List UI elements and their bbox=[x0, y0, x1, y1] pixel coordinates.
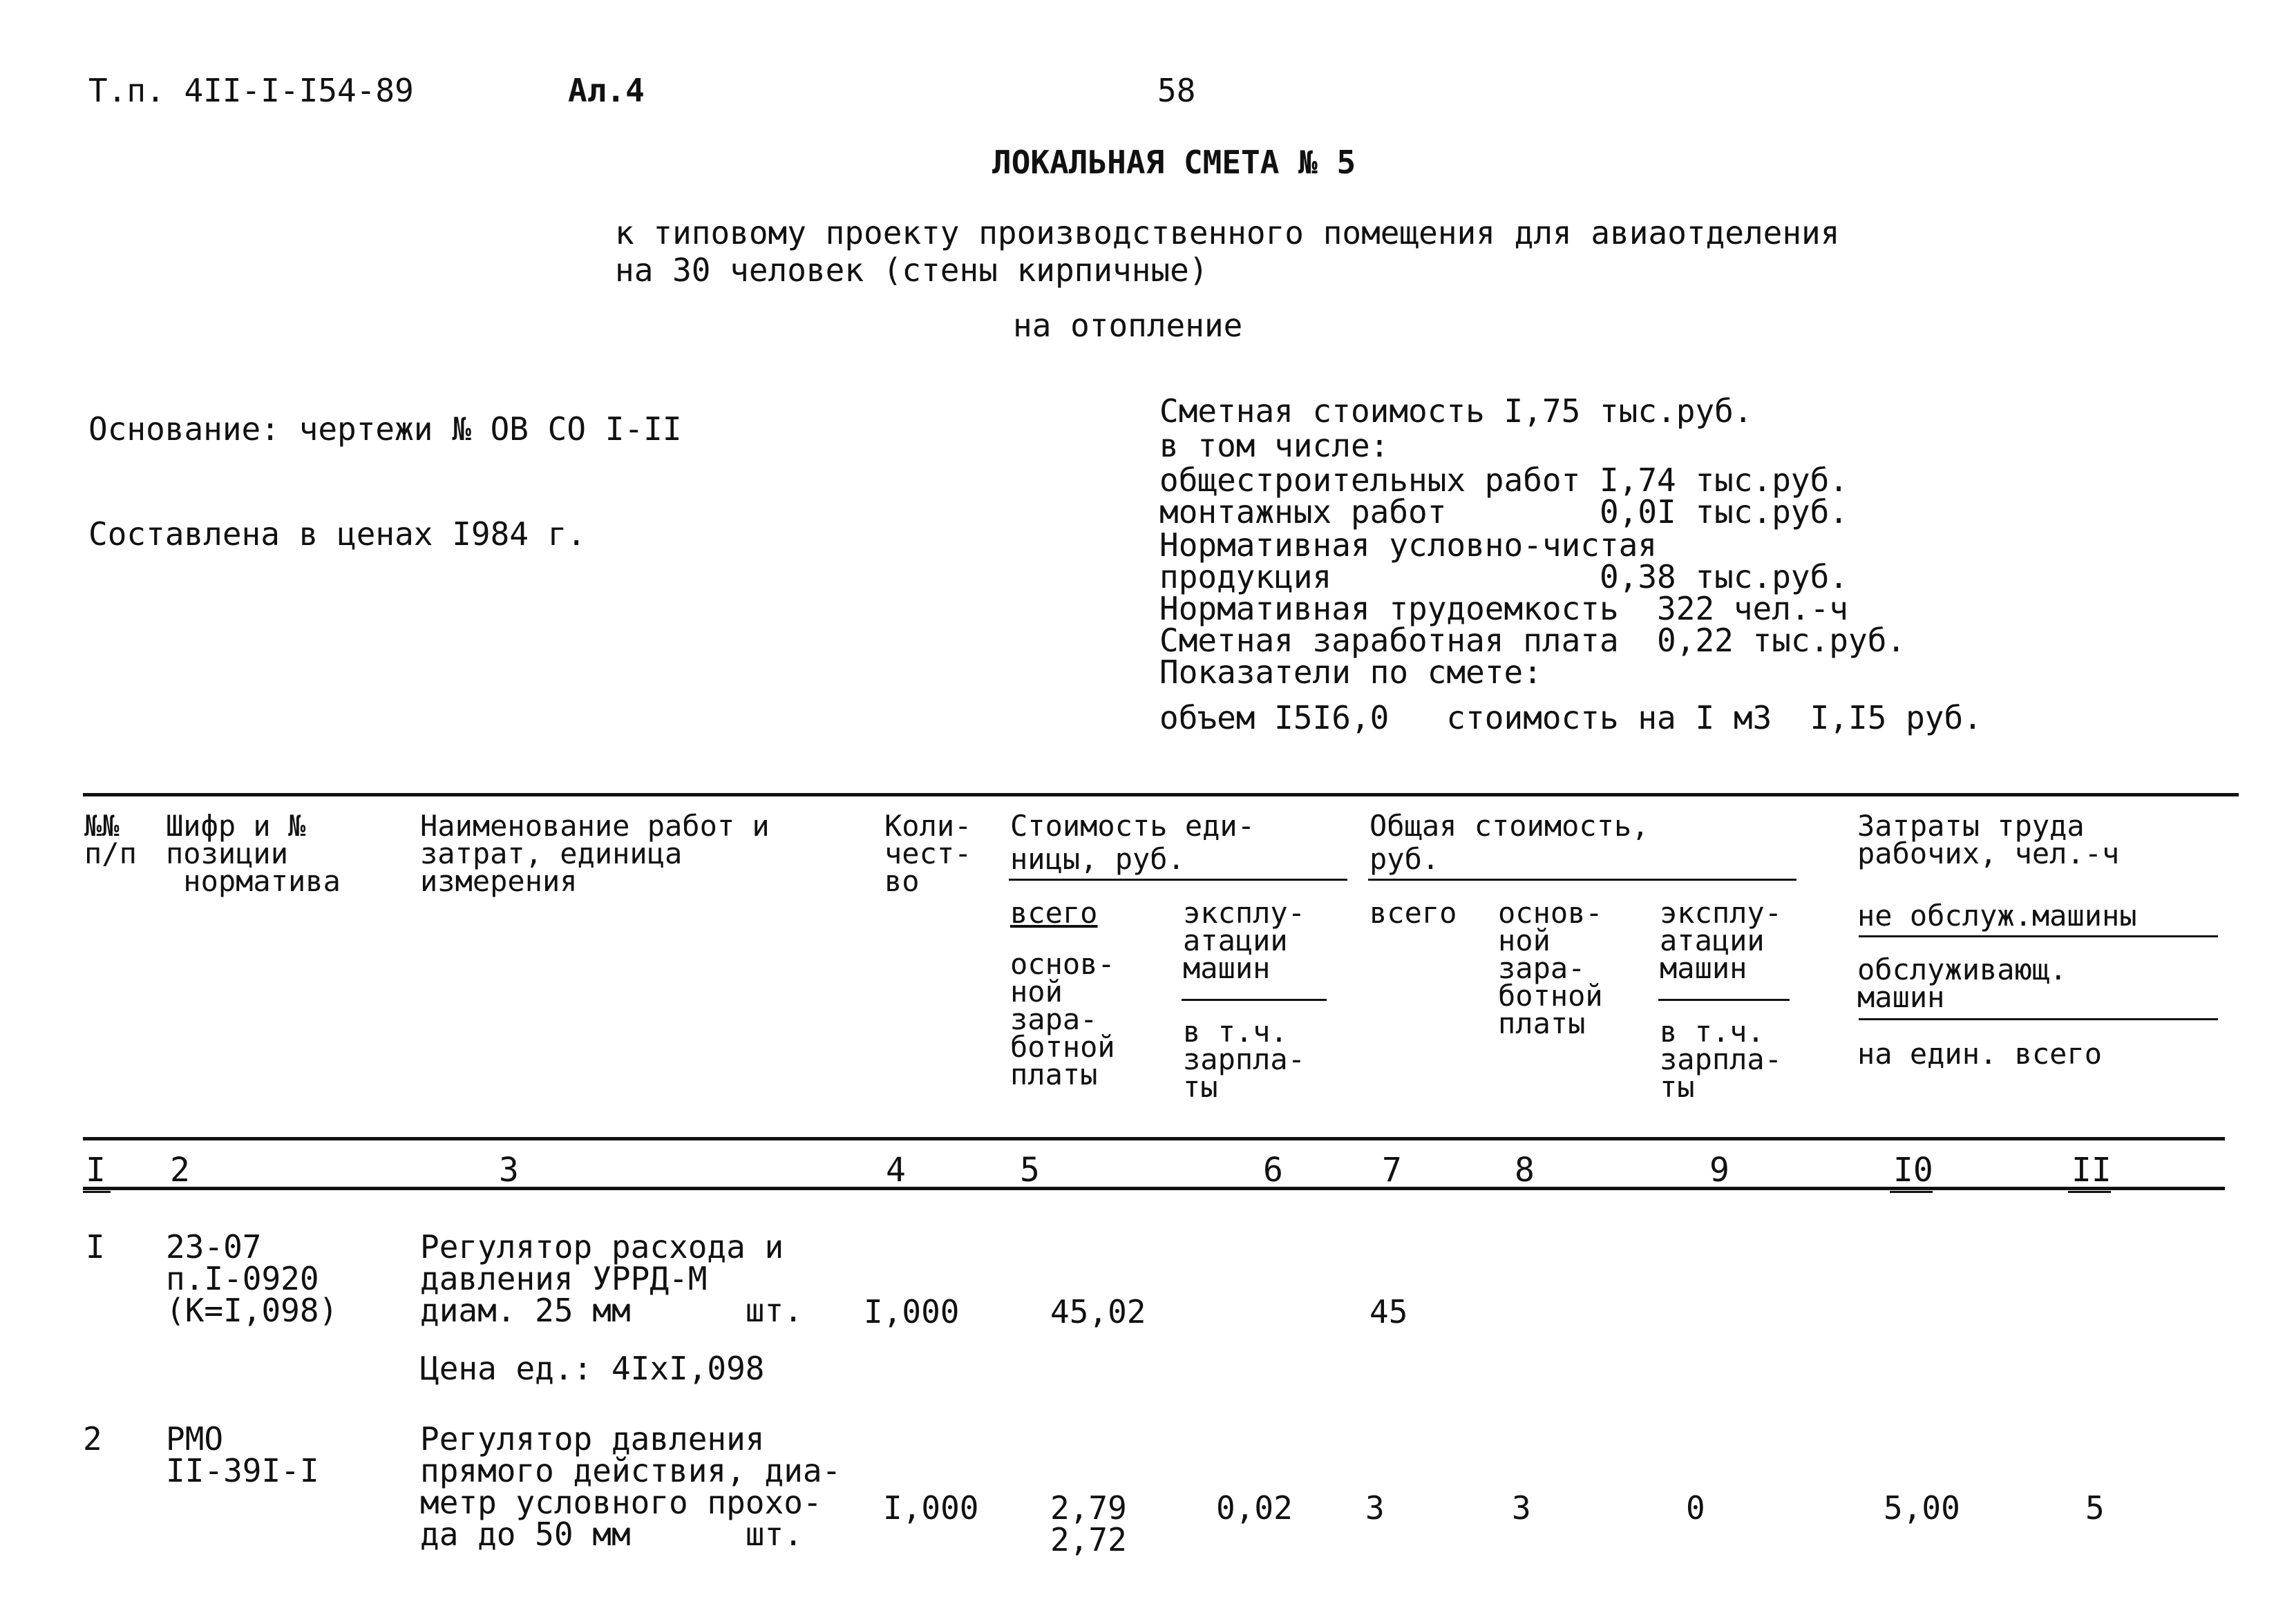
summary-line: Показатели по смете: bbox=[1159, 653, 1542, 691]
row-unit-total: 45,02 bbox=[1050, 1293, 1146, 1330]
col-header-c9-wage: в т.ч. зарпла- ты bbox=[1660, 1015, 1783, 1104]
c6-split-underline bbox=[1182, 999, 1327, 1001]
row-price-note: Цена ед.: 4IxI,098 bbox=[420, 1350, 765, 1387]
col-header-c5-wage: основ- ной зара- ботной платы bbox=[1010, 947, 1115, 1091]
column-number: 2 bbox=[170, 1151, 190, 1190]
summary-line: общестроительных работ I,74 тыс.руб. bbox=[1159, 461, 1848, 499]
album-number: Ал.4 bbox=[568, 72, 645, 109]
summary-line: объем I5I6,0 стоимость на I м3 I,I5 руб. bbox=[1159, 699, 1982, 736]
table-top-rule bbox=[83, 793, 2239, 796]
col-header-labor: Затраты труда рабочих, чел.-ч bbox=[1857, 809, 2120, 870]
title-subject-line3: на отопление bbox=[1013, 307, 1243, 344]
summary-line: Сметная заработная плата 0,22 тыс.руб. bbox=[1159, 622, 1906, 659]
c9-split-underline bbox=[1658, 999, 1790, 1001]
row-unit-machines: 0,02 bbox=[1216, 1489, 1293, 1527]
labor-top-underline bbox=[1859, 935, 2218, 937]
column-number: I0 bbox=[1893, 1151, 1933, 1190]
column-number: 7 bbox=[1382, 1151, 1402, 1190]
column-number: II bbox=[2071, 1151, 2112, 1190]
row-total-wage: 3 bbox=[1512, 1489, 1531, 1527]
row-quantity: I,000 bbox=[883, 1489, 979, 1527]
col-header-c8-wage: основ- ной зара- ботной платы bbox=[1498, 896, 1603, 1040]
column-number-underline bbox=[1890, 1191, 1933, 1193]
title-subject-line2: на 30 человек (стены кирпичные) bbox=[615, 251, 1208, 289]
row-norm-code: 23-07 п.I-0920 (К=I,098) bbox=[166, 1228, 339, 1329]
row-total: 45 bbox=[1369, 1293, 1408, 1330]
column-number: 4 bbox=[886, 1151, 906, 1190]
document-title: ЛОКАЛЬНАЯ СМЕТА № 5 bbox=[992, 144, 1356, 181]
table-header-bottom-rule bbox=[83, 1137, 2225, 1140]
price-base-year: Составлена в ценах I984 г. bbox=[88, 515, 587, 553]
col-header-labor-per-unit-total: на един. всего bbox=[1857, 1037, 2103, 1071]
col-header-c6-machines: эксплу- атации машин bbox=[1183, 896, 1306, 985]
summary-line: Нормативная условно-чистая bbox=[1159, 526, 1658, 564]
col-header-code: Шифр и № позиции нормативa bbox=[166, 809, 341, 898]
column-number-underline bbox=[83, 1191, 111, 1193]
row-total: 3 bbox=[1365, 1489, 1385, 1527]
col-header-total-cost: Общая стоимость, bbox=[1369, 809, 1649, 843]
row-norm-code: РМО II-39I-I bbox=[166, 1420, 319, 1489]
col-header-unit-cost-rub: ницы, руб. bbox=[1010, 842, 1185, 876]
col-header-labor-not-serving: не обслуж.машины bbox=[1857, 899, 2137, 933]
col-header-number: №№ п/п bbox=[84, 809, 137, 870]
summary-line: Нормативная трудоемкость 322 чел.-ч bbox=[1159, 590, 1848, 627]
row-number: I bbox=[86, 1228, 105, 1265]
col-header-total-cost-rub: руб. bbox=[1369, 842, 1440, 876]
summary-line: Сметная стоимость I,75 тыс.руб. bbox=[1159, 392, 1753, 430]
title-subject-line1: к типовому проекту производственного помещения для авиаотделения bbox=[615, 214, 1840, 251]
labor-mid-underline bbox=[1859, 1018, 2218, 1020]
col-header-labor-serving: обслуживающ. машин bbox=[1857, 953, 2067, 1014]
row-unit-wage: 2,72 bbox=[1050, 1521, 1127, 1558]
column-number: 8 bbox=[1515, 1151, 1535, 1190]
row-labor-per-unit: 5,00 bbox=[1884, 1489, 1960, 1527]
column-number: 3 bbox=[499, 1151, 519, 1190]
column-number-underline bbox=[2068, 1191, 2111, 1193]
row-work-name: Регулятор расхода и давления УРРД-М диам. 25 мм шт. bbox=[420, 1228, 803, 1329]
col-header-c5-total: всего bbox=[1010, 896, 1098, 930]
row-labor-total: 5 bbox=[2085, 1489, 2105, 1527]
column-number: 9 bbox=[1709, 1151, 1729, 1190]
row-quantity: I,000 bbox=[864, 1293, 960, 1330]
col-header-unit-cost: Стоимость еди- bbox=[1010, 809, 1255, 843]
col-header-c9-machines: эксплу- атации машин bbox=[1660, 896, 1783, 985]
unit-cost-group-underline bbox=[1009, 879, 1347, 881]
row-unit-total: 2,79 bbox=[1050, 1489, 1127, 1527]
summary-line: монтажных работ 0,0I тыс.руб. bbox=[1159, 493, 1848, 531]
row-number: 2 bbox=[83, 1420, 102, 1458]
col-header-c7-total: всего bbox=[1369, 896, 1457, 930]
col-header-quantity: Коли- чест- во bbox=[884, 809, 972, 898]
column-number: 6 bbox=[1263, 1151, 1283, 1190]
total-cost-group-underline bbox=[1368, 879, 1796, 881]
col-header-c6-wage: в т.ч. зарпла- ты bbox=[1183, 1015, 1306, 1104]
basis-drawings: Основание: чертежи № ОВ СО I-II bbox=[88, 410, 682, 448]
column-number: I bbox=[86, 1151, 106, 1190]
summary-line: продукция 0,38 тыс.руб. bbox=[1159, 558, 1848, 595]
column-number: 5 bbox=[1020, 1151, 1040, 1190]
page-number: 58 bbox=[1157, 72, 1196, 109]
row-total-machines: 0 bbox=[1686, 1489, 1705, 1527]
summary-line: в том числе: bbox=[1159, 427, 1390, 464]
col-header-name: Наименование работ и затрат, единица измерения bbox=[420, 809, 770, 898]
doc-reference: Т.п. 4II-I-I54-89 bbox=[88, 72, 414, 109]
row-work-name: Регулятор давления прямого действия, диа- метр условного прохо- да до 50 мм шт. bbox=[420, 1420, 842, 1553]
